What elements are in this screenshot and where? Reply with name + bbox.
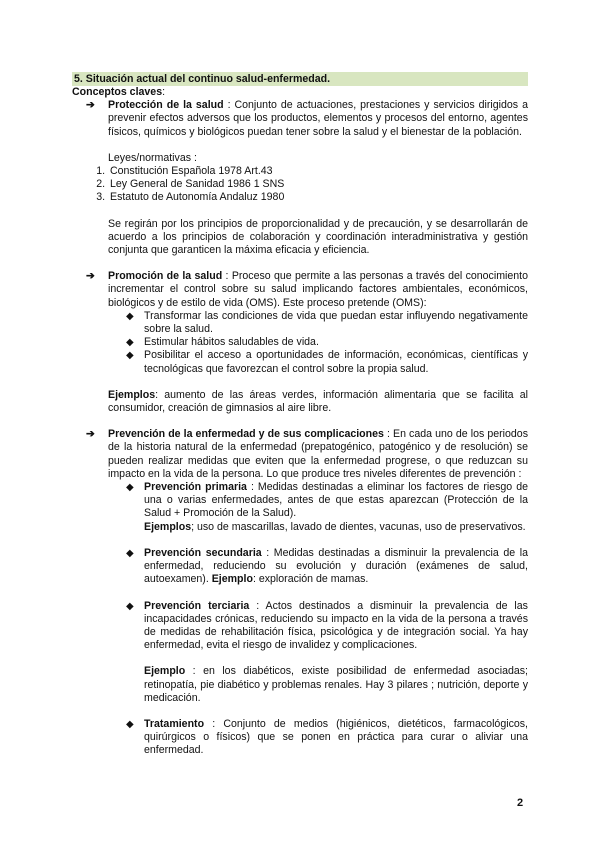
arrow-right-icon: ➔ [86,428,95,441]
diamond-bullet-icon: ◆ [126,310,134,322]
page-number: 2 [517,797,524,809]
secundaria-example-label: Ejemplo [211,573,253,586]
proteccion-item [72,99,528,139]
prevencion-terciaria [72,600,528,653]
secundaria-text: : Medidas destinadas a disminuir la prevalencia de la enfermedad, reduciendo su evolución y duración (exámenes de salud, autoexamen). [144,546,528,586]
promocion-term: Promoción de la salud [108,270,223,283]
tratamiento-text: : Conjunto de medios (higiénicos, dietéticos, farmacológicos, quirúrgicos o físicos) que se ponen en práctica para curar o aliviar una enfermedad. [144,717,528,757]
secundaria-example-text: : exploración de mamas. [252,573,369,586]
prevencion-item [72,428,528,481]
law-item: 1. Constitución Española 1978 Art.43 [108,165,528,178]
law-item: 2. Ley General de Sanidad 1986 1 SNS [108,178,528,191]
terciaria-example [72,665,528,705]
secundaria-term: Prevención secundaria [144,546,262,559]
diamond-bullet-icon: ◆ [126,718,134,730]
bullet-text: Estimular hábitos saludables de vida. [144,336,319,349]
bullet-text: Transformar las condiciones de vida que puedan estar influyendo negativamente sobre la salud. [144,309,528,336]
promocion-bullet [72,349,528,375]
promocion-examples [72,389,528,415]
section-title: 5. Situación actual del continuo salud-enfermedad. [72,72,528,86]
diamond-bullet-icon: ◆ [126,350,134,362]
document-body [72,72,528,758]
primaria-examples [72,521,528,534]
principles-paragraph: Se regirán por los principios de proporcionalidad y de precaución, y se desarrollarán de acuerdo a los principios de colaboración y coordinación interadministrativa y gestión conjunta que garanticen la máxima eficacia y eficiencia. [108,217,528,257]
diamond-bullet-icon: ◆ [126,547,134,559]
arrow-right-icon: ➔ [86,99,95,112]
terciaria-example-text: : en los diabéticos, existe posibilidad de enfermedad asociadas; retinopatía, pie diabético y problemas renales. Hay 3 pilares ; nutrición, deporte y medicación. [144,665,528,704]
primaria-examples-label: Ejemplos [144,520,192,533]
concepts-heading-text: Conceptos claves [72,86,163,98]
tratamiento-term: Tratamiento [144,717,205,730]
proteccion-text: : Conjunto de actuaciones, prestaciones y servicios dirigidos a prevenir efectos adversos que los productos, elementos y procesos del entorno, agentes físicos, químicos y biológicos puedan tener sobre la salud y el bienestar de la población. [108,99,528,138]
proteccion-term: Protección de la salud [108,99,224,112]
prevencion-text: : En cada uno de los periodos de la historia natural de la enfermedad (prepatogénico, patogénico y de resolución) se pueden realizar medidas que eviten que la enfermedad progrese, o que reduzcan su impacto en la vida de la persona. Lo que produce tres niveles diferentes de prevención : [108,428,528,480]
concepts-heading [72,86,528,99]
diamond-bullet-icon: ◆ [126,600,134,612]
primaria-term: Prevención primaria [144,481,247,494]
primaria-examples-text: ; uso de mascarillas, lavado de dientes, vacunas, uso de preservativos. [191,520,526,533]
promocion-bullet [72,336,528,349]
tratamiento [72,718,528,758]
prevencion-secundaria [72,547,528,587]
bullet-text: Posibilitar el acceso a oportunidades de información, económicas, científicas y tecnológicas que favorezcan el control sobre la propia salud. [144,349,528,375]
law-item: 3. Estatuto de Autonomía Andaluz 1980 [108,191,528,204]
promocion-text: : Proceso que permite a las personas a través del conocimiento incrementar el control sobre su salud implicando factores ambientales, económicos, biológicos y de estilo de vida (OMS). Este proceso pretende (OMS): [108,270,528,309]
diamond-bullet-icon: ◆ [126,482,134,494]
promocion-bullet [72,310,528,336]
examples-label: Ejemplos [108,388,156,401]
concepts-colon: : [162,86,166,98]
diamond-bullet-icon: ◆ [126,337,134,349]
examples-text: : aumento de las áreas verdes, información alimentaria que se facilita al consumidor, creación de gimnasios al aire libre. [108,388,528,415]
arrow-right-icon: ➔ [86,270,95,283]
promocion-item [72,270,528,310]
terciaria-text: : Actos destinados a disminuir la prevalencia de las incapacidades crónicas, reduciendo su impacto en la vida de la persona a través de medidas de rehabilitación física, psicológica y de integración social. Ya hay enfermedad, evita el riesgo de invalidez y complicaciones. [144,599,528,652]
terciaria-term: Prevención terciaria [144,599,250,612]
prevencion-primaria [72,481,528,521]
primaria-text: : Medidas destinadas a eliminar los factores de riesgo de una o varias enfermedades, antes de que estas aparezcan (Protección de la Salud + Promoción de la Salud). [144,481,528,520]
laws-list [72,165,528,205]
laws-label: Leyes/normativas : [108,151,197,164]
terciaria-example-label: Ejemplo [144,665,186,678]
prevencion-term: Prevención de la enfermedad y de sus complicaciones [108,428,384,441]
